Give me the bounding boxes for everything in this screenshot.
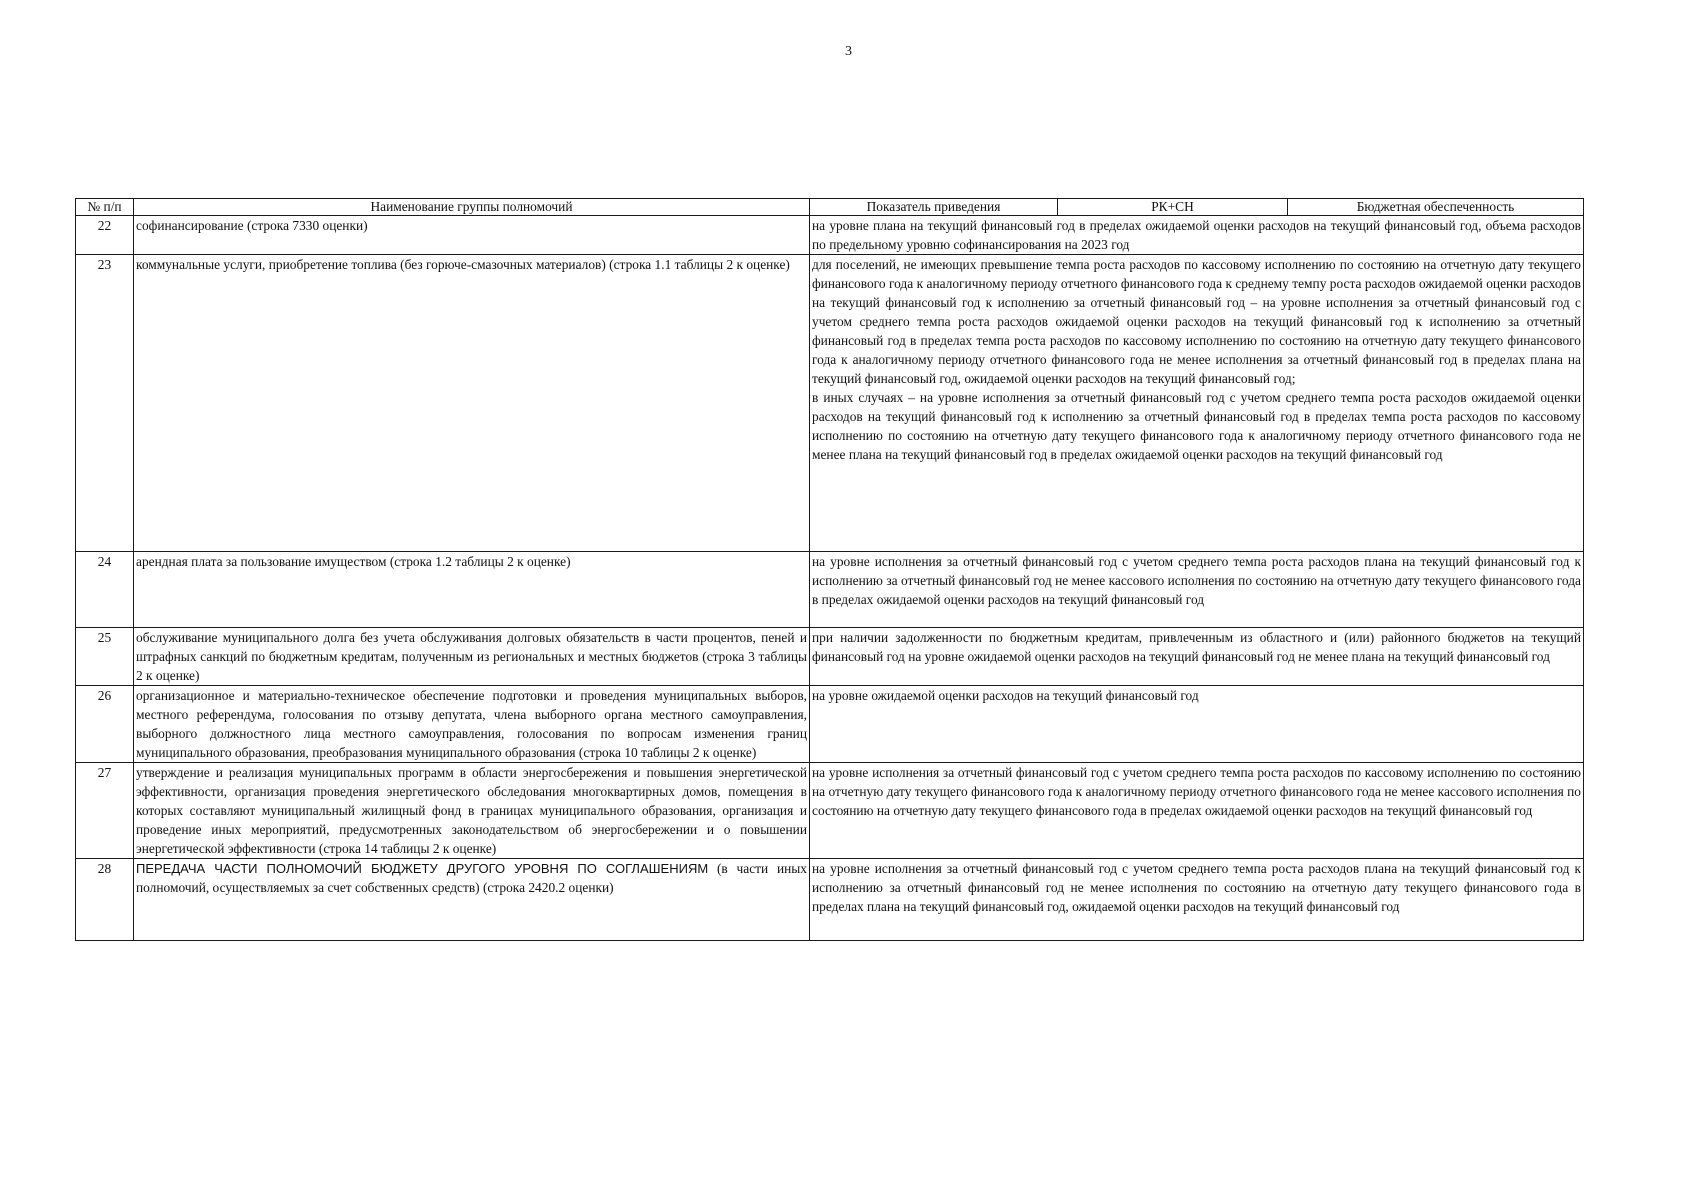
- row-name: коммунальные услуги, приобретение топлива (без горюче-смазочных материалов) (строка 1.1 таблицы 2 к оценке): [134, 255, 810, 552]
- row-number: 26: [76, 686, 134, 763]
- row-indicator: на уровне исполнения за отчетный финансовый год с учетом среднего темпа роста расходов по кассовому исполнению по состоянию на отчетную дату текущего финансового года к аналогичному периоду отчетного финансового года не менее кассового исполнения по состоянию на отчетную дату текущего финансового года в пределах ожидаемой оценки расходов на текущий финансовый год: [810, 763, 1584, 859]
- row-number: 25: [76, 628, 134, 686]
- table-row: [76, 216, 1584, 255]
- row-number: 22: [76, 216, 134, 255]
- row-name: организационное и материально-техническое обеспечение подготовки и проведения муниципальных выборов, местного референдума, голосования по отзыву депутата, члена выборного органа местного самоуправления, выборного должностного лица местного самоуправления, голосования по вопросам изменения границ муниципального образования, преобразования муниципального образования (строка 10 таблицы 2 к оценке): [134, 686, 810, 763]
- row-indicator: на уровне исполнения за отчетный финансовый год с учетом среднего темпа роста расходов плана на текущий финансовый год к исполнению за отчетный финансовый год не менее кассового исполнения по состоянию на отчетную дату текущего финансового года в пределах ожидаемой оценки расходов на текущий финансовый год: [810, 552, 1584, 628]
- table-row: [76, 255, 1584, 552]
- header-rk-sn: РК+СН: [1058, 199, 1288, 216]
- row-indicator: на уровне исполнения за отчетный финансовый год с учетом среднего темпа роста расходов плана на текущий финансовый год к исполнению за отчетный финансовый год не менее исполнения по состоянию на отчетную дату текущего финансового года в пределах плана на текущий финансовый год, ожидаемой оценки расходов на текущий финансовый год: [810, 859, 1584, 941]
- table-row: [76, 763, 1584, 859]
- row-number: 28: [76, 859, 134, 941]
- header-num: № п/п: [76, 199, 134, 216]
- row-name: арендная плата за пользование имуществом (строка 1.2 таблицы 2 к оценке): [134, 552, 810, 628]
- header-name: Наименование группы полномочий: [134, 199, 810, 216]
- row-name: обслуживание муниципального долга без учета обслуживания долговых обязательств в части процентов, пеней и штрафных санкций по бюджетным кредитам, полученным из региональных и местных бюджетов (строка 3 таблицы 2 к оценке): [134, 628, 810, 686]
- row-name-rest: (в части иных полномочий, осуществляемых за счет собственных средств) (строка 2420.2 оценки): [136, 861, 807, 895]
- row-number: 24: [76, 552, 134, 628]
- row-number: 27: [76, 763, 134, 859]
- row-indicator: при наличии задолженности по бюджетным кредитам, привлеченным из областного и (или) районного бюджетов на текущий финансовый год на уровне ожидаемой оценки расходов на текущий финансовый год не менее плана на текущий финансовый год: [810, 628, 1584, 686]
- table-row: [76, 552, 1584, 628]
- indicator-paragraph: в иных случаях – на уровне исполнения за отчетный финансовый год с учетом среднего темпа роста расходов ожидаемой оценки расходов на текущий финансовый год к исполнению за отчетный финансовый год в пределах темпа роста расходов по кассовому исполнению по состоянию на отчетную дату текущего финансового года к аналогичному периоду отчетного финансового года не менее плана на текущий финансовый год в пределах ожидаемой оценки расходов на текущий финансовый год: [812, 390, 1581, 462]
- header-indicator: Показатель приведения: [810, 199, 1058, 216]
- row-name: утверждение и реализация муниципальных программ в области энергосбережения и повышения энергетической эффективности, организация проведения энергетического обследования многоквартирных домов, помещения в которых составляют муниципальный жилищный фонд в границах муниципального образования, организация и проведение иных мероприятий, предусмотренных законодательством об энергосбережении и о повышении энергетической эффективности (строка 14 таблицы 2 к оценке): [134, 763, 810, 859]
- table-row: [76, 686, 1584, 763]
- row-name: софинансирование (строка 7330 оценки): [134, 216, 810, 255]
- row-indicator: на уровне плана на текущий финансовый год в пределах ожидаемой оценки расходов на текущий финансовый год, объема расходов по предельному уровню софинансирования на 2023 год: [810, 216, 1584, 255]
- row-name: [134, 859, 810, 941]
- table-header-row: [76, 199, 1584, 216]
- row-indicator: на уровне ожидаемой оценки расходов на текущий финансовый год: [810, 686, 1584, 763]
- row-number: 23: [76, 255, 134, 552]
- authorities-table: [75, 198, 1584, 941]
- row-name-caps: ПЕРЕДАЧА ЧАСТИ ПОЛНОМОЧИЙ БЮДЖЕТУ ДРУГОГО УРОВНЯ ПО СОГЛАШЕНИЯМ: [136, 861, 709, 876]
- table-row: [76, 859, 1584, 941]
- row-indicator: [810, 255, 1584, 552]
- page-number: 3: [845, 44, 852, 59]
- indicator-paragraph: для поселений, не имеющих превышение темпа роста расходов по кассовому исполнению по состоянию на отчетную дату текущего финансового года к аналогичному периоду отчетного финансового года к среднему темпу роста расходов ожидаемой оценки расходов на текущий финансовый год к исполнению за отчетный финансовый год – на уровне исполнения за отчетный финансовый год с учетом среднего темпа роста расходов ожидаемой оценки расходов на текущий финансовый год к исполнению за отчетный финансовый год в пределах темпа роста расходов по кассовому исполнению по состоянию на отчетную дату текущего финансового года к аналогичному периоду отчетного финансового года не менее исполнения за отчетный финансовый год в пределах плана на текущий финансовый год, ожидаемой оценки расходов на текущий финансовый год;: [812, 257, 1581, 386]
- header-budget: Бюджетная обеспеченность: [1288, 199, 1584, 216]
- table-row: [76, 628, 1584, 686]
